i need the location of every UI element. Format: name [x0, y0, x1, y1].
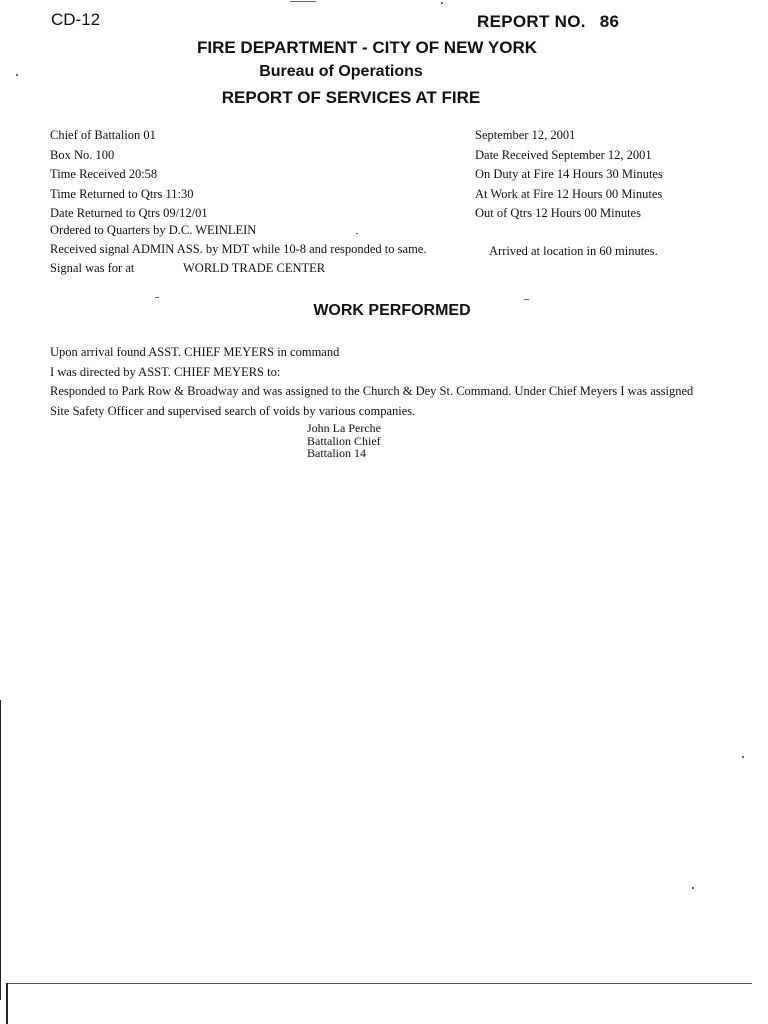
scan-mark	[742, 756, 744, 758]
scan-mark	[290, 1, 316, 2]
signature-unit: Battalion 14	[307, 446, 366, 460]
scan-mark	[16, 74, 18, 76]
details-right-column	[475, 126, 663, 224]
signature-block	[307, 422, 381, 460]
detail-out-of-quarters: Out of Qtrs 12 Hours 00 Minutes	[475, 206, 641, 220]
scan-mark	[356, 233, 358, 234]
report-title: REPORT OF SERVICES AT FIRE	[221, 88, 481, 107]
scan-edge-line	[6, 983, 752, 984]
details-left-column	[50, 126, 208, 224]
work-line: I was directed by ASST. CHIEF MEYERS to:	[50, 364, 281, 379]
scan-edge-line	[6, 983, 8, 1024]
work-line: Site Safety Officer and supervised search of voids by various companies.	[50, 403, 416, 418]
report-number-block	[477, 12, 619, 32]
work-performed-body	[50, 343, 693, 421]
detail-box-number: Box No. 100	[50, 147, 115, 162]
arrival-time: Arrived at location in 60 minutes.	[489, 244, 658, 258]
ordered-to-quarters: Ordered to Quarters by D.C. WEINLEIN	[50, 223, 257, 237]
detail-date-received: Date Received September 12, 2001	[475, 147, 652, 162]
scan-edge-line	[0, 700, 1, 1000]
detail-at-work: At Work at Fire 12 Hours 00 Minutes	[475, 186, 663, 201]
work-line: Responded to Park Row & Broadway and was assigned to the Church & Dey St. Command. Under Chief Meyers I was assigned	[50, 384, 694, 398]
department-heading: FIRE DEPARTMENT - CITY OF NEW YORK	[196, 38, 537, 57]
work-line: Upon arrival found ASST. CHIEF MEYERS in command	[50, 345, 340, 359]
form-code: CD-12	[51, 10, 101, 29]
signal-location: WORLD TRADE CENTER	[183, 261, 326, 275]
signature-name: John La Perche	[307, 421, 381, 435]
scan-mark	[155, 297, 159, 298]
detail-date-returned: Date Returned to Qtrs 09/12/01	[50, 206, 208, 220]
report-number-label: REPORT NO.	[477, 12, 586, 31]
work-performed-heading: WORK PERFORMED	[313, 302, 471, 319]
detail-time-returned: Time Returned to Qtrs 11:30	[50, 186, 194, 201]
detail-time-received: Time Received 20:58	[50, 167, 158, 181]
scan-mark	[441, 2, 443, 4]
signal-label: Signal was for at	[50, 261, 135, 275]
detail-on-duty: On Duty at Fire 14 Hours 30 Minutes	[475, 167, 663, 181]
signature-rank: Battalion Chief	[307, 433, 381, 448]
scan-mark	[524, 299, 529, 300]
detail-report-date: September 12, 2001	[475, 128, 576, 142]
detail-chief-of-battalion: Chief of Battalion 01	[50, 128, 156, 142]
scan-mark	[692, 887, 694, 889]
received-signal: Received signal ADMIN ASS. by MDT while 10-8 and responded to same.	[50, 242, 427, 256]
bureau-heading: Bureau of Operations	[259, 63, 423, 80]
report-number-value: 86	[599, 12, 620, 31]
